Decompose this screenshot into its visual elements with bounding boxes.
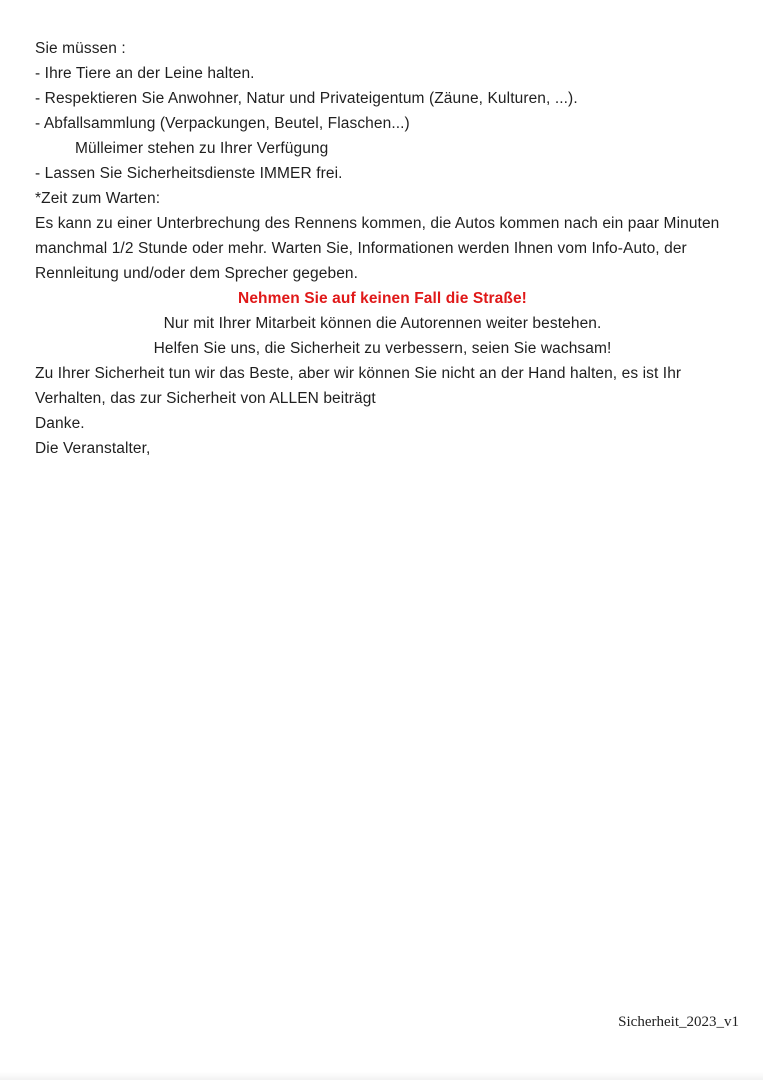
rule-waste-bins-note: Mülleimer stehen zu Ihrer Verfügung [75, 140, 329, 157]
warning-vigilance-line: Helfen Sie uns, die Sicherheit zu verbessern, seien Sie wachsam! [153, 340, 612, 357]
waiting-section-heading: *Zeit zum Warten: [35, 190, 161, 207]
intro-line: Sie müssen : [35, 40, 126, 57]
thanks-line: Danke. [35, 415, 85, 432]
rule-pets-on-leash: - Ihre Tiere an der Leine halten. [35, 65, 255, 82]
document-body [35, 36, 730, 461]
rule-keep-security-clear: - Lassen Sie Sicherheitsdienste IMMER frei. [35, 165, 343, 182]
rule-respect-property: - Respektieren Sie Anwohner, Natur und Privateigentum (Zäune, Kulturen, ...). [35, 90, 578, 107]
document-version-label: Sicherheit_2023_v1 [618, 1014, 739, 1030]
rule-waste-collection: - Abfallsammlung (Verpackungen, Beutel, Flaschen...) [35, 115, 410, 132]
warning-cooperation-line: Nur mit Ihrer Mitarbeit können die Autorennen weiter bestehen. [163, 315, 602, 332]
scan-edge-shadow [0, 1072, 763, 1080]
waiting-section-paragraph: Es kann zu einer Unterbrechung des Rennens kommen, die Autos kommen nach ein paar Minuten manchmal 1/2 Stunde oder mehr. Warten Sie, Informationen werden Ihnen vom Info-Auto, der Rennleitung und/oder dem Sprecher gegeben. [35, 215, 720, 282]
warning-do-not-take-road: Nehmen Sie auf keinen Fall die Straße! [238, 290, 527, 307]
signature-line: Die Veranstalter, [35, 440, 151, 457]
closing-paragraph: Zu Ihrer Sicherheit tun wir das Beste, aber wir können Sie nicht an der Hand halten, es ist Ihr Verhalten, das zur Sicherheit von ALLEN beiträgt [35, 365, 682, 407]
